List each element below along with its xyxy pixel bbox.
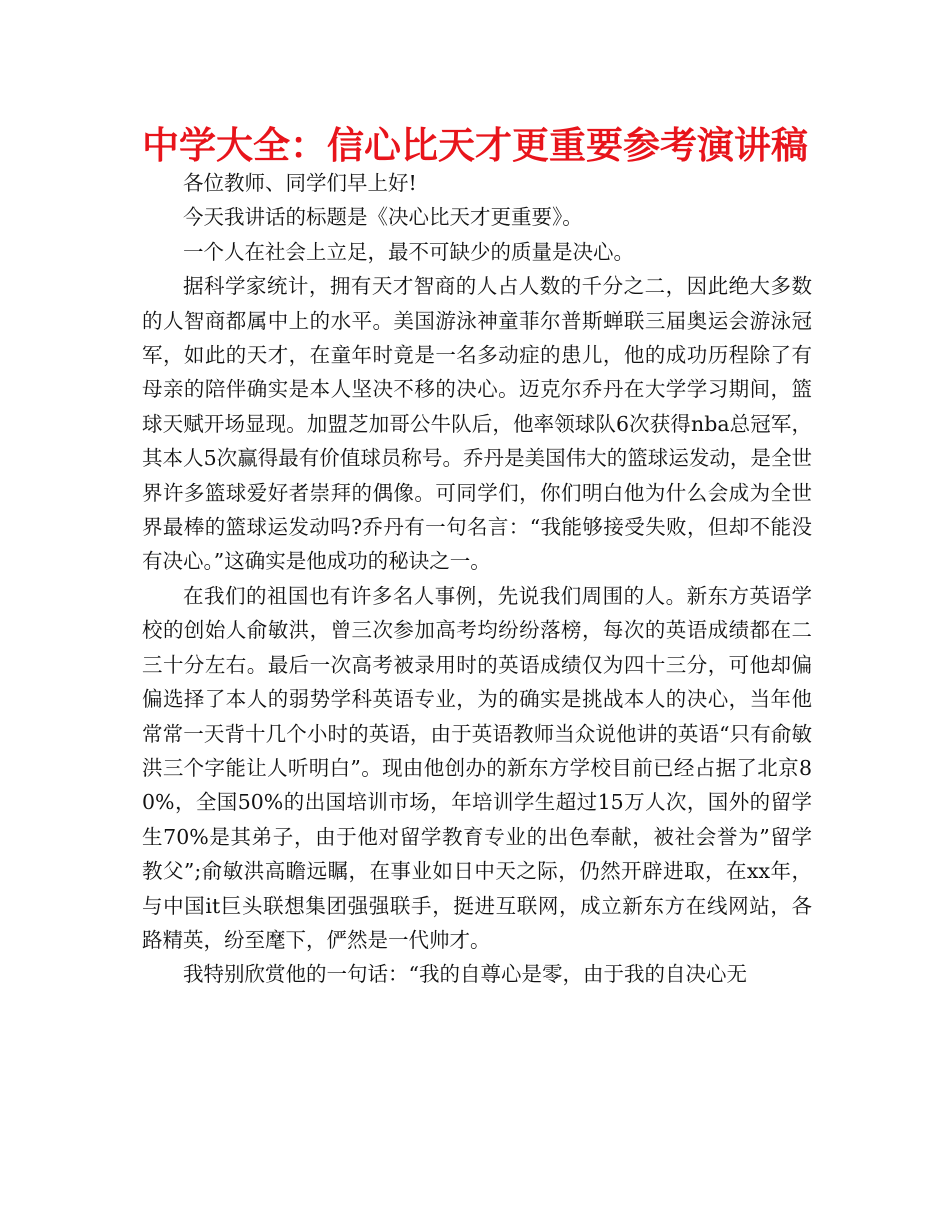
paragraph-examples-china: 在我们的祖国也有许多名人事例，先说我们周围的人。新东方英语学校的创始人俞敏洪，曾三次参加高考均纷纷落榜，每次的英语成绩都在二三十分左右。最后一次高考被录用时的英语成绩仅为四十三分，可他却偏偏选择了本人的弱势学科英语专业，为的确实是挑战本人的决心，当年他常常一天背十几个小时的英语，由于英语教师当众说他讲的英语“只有俞敏洪三个字能让人听明白”。现由他创办的新东方学校目前已经占据了北京80%，全国50%的出国培训市场，年培训学生超过15万人次，国外的留学生70%是其弟子，由于他对留学教育专业的出色奉献，被社会誉为”留学教父”;俞敏洪高瞻远瞩，在事业如日中天之际，仍然开辟进取，在xx年，与中国it巨头联想集团强强联手，挺进互联网，成立新东方在线网站，各路精英，纷至麾下，俨然是一代帅才。: [142, 583, 812, 952]
paragraph-quote: 我特别欣赏他的一句话：“我的自尊心是零，由于我的自决心无: [183, 962, 747, 987]
paragraph-examples-abroad: 据科学家统计，拥有天才智商的人占人数的千分之二，因此绝大多数的人智商都属中上的水平。美国游泳神童菲尔普斯蝉联三届奥运会游泳冠军，如此的天才，在童年时竟是一名多动症的患儿，他的成功历程除了有母亲的陪伴确实是本人坚决不移的决心。迈克尔乔丹在大学学习期间，篮球天赋开场显现。加盟芝加哥公牛队后，他率领球队6次获得nba总冠军，其本人5次赢得最有价值球员称号。乔丹是美国伟大的篮球运发动，是全世界许多篮球爱好者崇拜的偶像。可同学们，你们明白他为什么会成为全世界最棒的篮球运发动吗?乔丹有一句名言：“我能够接受失败，但却不能没有决心。”这确实是他成功的秘诀之一。: [142, 274, 812, 574]
paragraph-thesis: 一个人在社会上立足，最不可缺少的质量是决心。: [183, 239, 634, 264]
paragraph-topic: 今天我讲话的标题是《决心比天才更重要》。: [183, 205, 583, 230]
document-body: [142, 166, 812, 992]
paragraph-greeting: 各位教师、同学们早上好!: [183, 171, 417, 195]
document-title: 中学大全：信心比天才更重要参考演讲稿: [142, 124, 808, 167]
